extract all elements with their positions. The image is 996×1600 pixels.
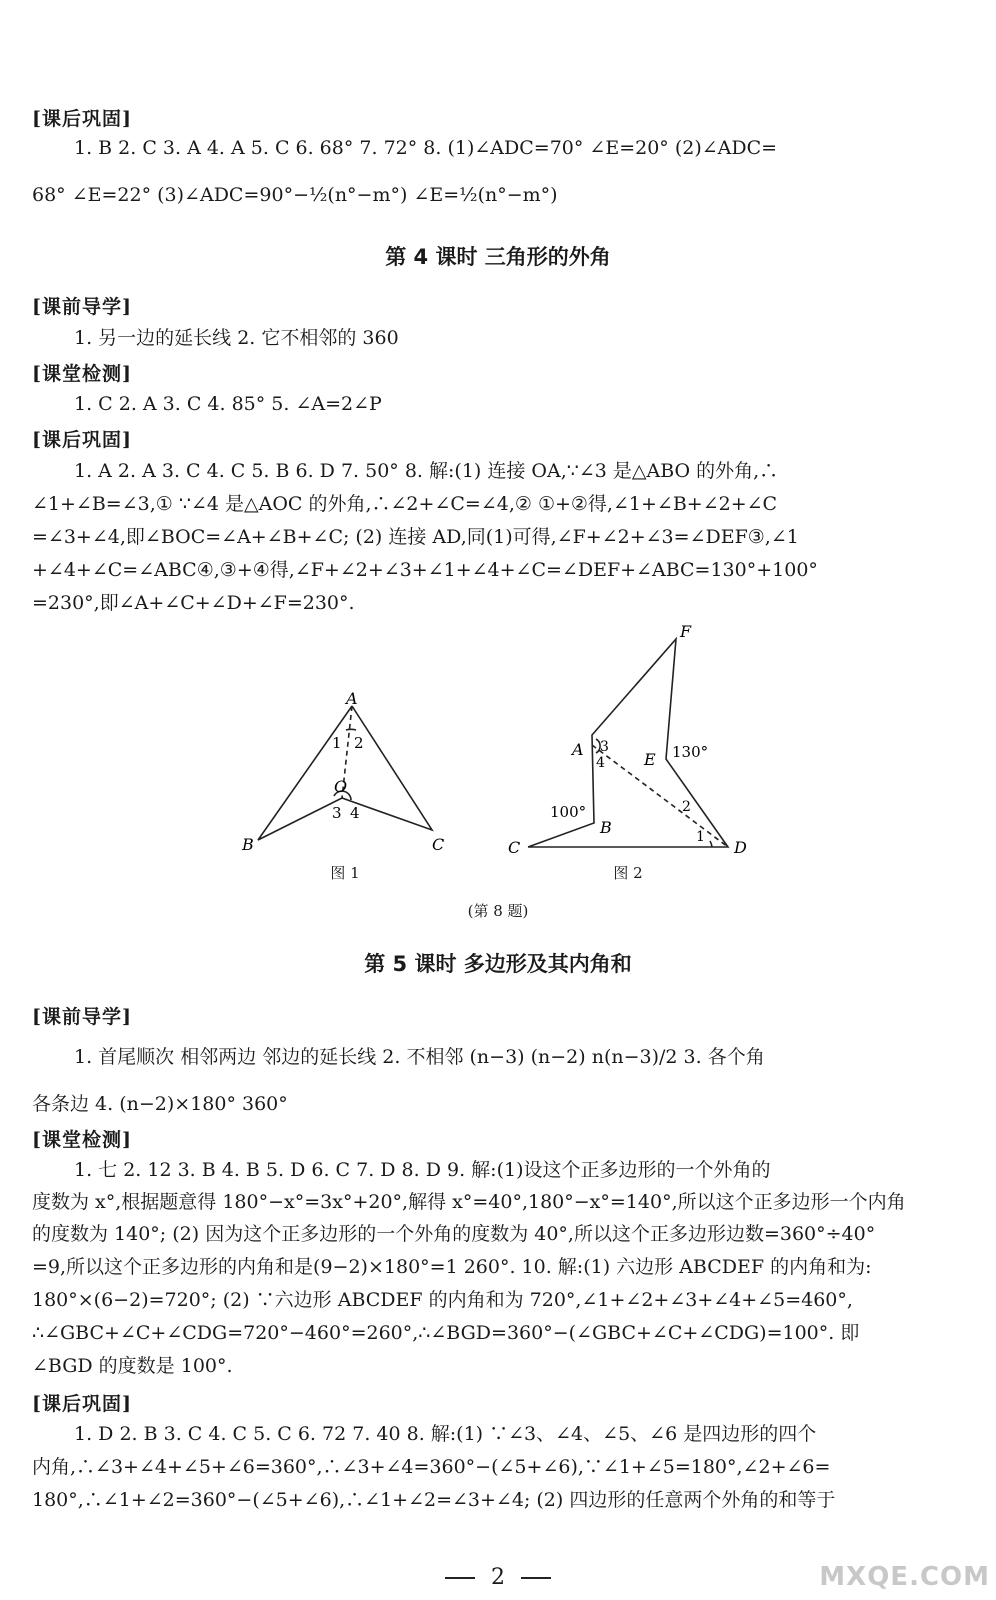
section-classtest: [课堂检测] xyxy=(32,363,132,385)
section-homework-1: [课后巩固] xyxy=(32,108,132,130)
answer-line: =9,所以这个正多边形的内角和是(9−2)×180°=1 260°. 10. 解:(1) 六边形 ABCDEF 的内角和为: xyxy=(32,1256,872,1278)
section-preview: [课前导学] xyxy=(32,296,132,318)
angle-3: 3 xyxy=(332,804,342,822)
answer-line: 180°,∴∠1+∠2=360°−(∠5+∠6),∴∠1+∠2=∠3+∠4; (2) 四边形的任意两个外角的和等于 xyxy=(32,1489,836,1511)
label-e: E xyxy=(644,750,656,769)
answer-line: 1. D 2. B 3. C 4. C 5. C 6. 72 7. 40 8. 解:(1) ∵∠3、∠4、∠5、∠6 是四边形的四个 xyxy=(74,1423,817,1445)
angle-100: 100° xyxy=(550,803,587,821)
answer-line: 180°×(6−2)=720°; (2) ∵六边形 ABCDEF 的内角和为 720°,∠1+∠2+∠3+∠4+∠5=460°, xyxy=(32,1289,853,1311)
answer-line: +∠4+∠C=∠ABC④,③+④得,∠F+∠2+∠3+∠1+∠4+∠C=∠DEF+∠ABC=130°+100° xyxy=(32,559,818,581)
angle-4: 4 xyxy=(596,755,605,771)
figure-2-caption: 图 2 xyxy=(613,864,643,882)
label-b: B xyxy=(600,818,612,837)
label-a: A xyxy=(572,740,584,759)
lesson-4-title: 第 4 课时 三角形的外角 xyxy=(385,245,611,269)
figure-2-diagram xyxy=(500,615,770,860)
answer-line: 1. 首尾顺次 相邻两边 邻边的延长线 2. 不相邻 (n−3) (n−2) n(n−3)/2 3. 各个角 xyxy=(74,1046,765,1068)
angle-1: 1 xyxy=(332,734,342,752)
section-classtest: [课堂检测] xyxy=(32,1129,132,1151)
angle-130: 130° xyxy=(672,743,709,761)
answer-line: 68° ∠E=22° (3)∠ADC=90°−½(n°−m°) ∠E=½(n°−m°) xyxy=(32,184,558,206)
answer-line: 各条边 4. (n−2)×180° 360° xyxy=(32,1093,288,1115)
answer-line: 度数为 x°,根据题意得 180°−x°=3x°+20°,解得 x°=40°,180°−x°=140°,所以这个正多边形一个内角 xyxy=(32,1191,906,1213)
answer-line: 1. 七 2. 12 3. B 4. B 5. D 6. C 7. D 8. D 9. 解:(1)设这个正多边形的一个外角的 xyxy=(74,1159,771,1181)
watermark: MXQE.COM xyxy=(819,1562,990,1592)
lesson-5-title: 第 5 课时 多边形及其内角和 xyxy=(364,952,632,976)
label-c: C xyxy=(508,838,521,857)
answer-line: ∠1+∠B=∠3,① ∵∠4 是△AOC 的外角,∴∠2+∠C=∠4,② ①+②得,∠1+∠B+∠2+∠C xyxy=(32,493,778,515)
answer-line: 1. C 2. A 3. C 4. 85° 5. ∠A=2∠P xyxy=(74,393,382,415)
label-a: A xyxy=(346,690,358,708)
answer-line: ∠BGD 的度数是 100°. xyxy=(32,1355,233,1377)
answer-line: 1. 另一边的延长线 2. 它不相邻的 360 xyxy=(74,327,399,349)
figure-1-diagram xyxy=(230,690,460,860)
answer-line: ∴∠GBC+∠C+∠CDG=720°−460°=260°,∴∠BGD=360°−(∠GBC+∠C+∠CDG)=100°. 即 xyxy=(32,1322,860,1344)
section-preview: [课前导学] xyxy=(32,1006,132,1028)
label-b: B xyxy=(242,835,254,854)
label-c: C xyxy=(432,835,445,854)
answer-line: =∠3+∠4,即∠BOC=∠A+∠B+∠C; (2) 连接 AD,同(1)可得,∠F+∠2+∠3=∠DEF③,∠1 xyxy=(32,526,799,548)
answer-line: =230°,即∠A+∠C+∠D+∠F=230°. xyxy=(32,592,355,614)
label-f: F xyxy=(680,622,692,641)
figure-caption: (第 8 题) xyxy=(467,902,529,920)
angle-1: 1 xyxy=(696,829,705,845)
figure-1-caption: 图 1 xyxy=(330,864,360,882)
label-d: D xyxy=(734,838,747,857)
angle-3: 3 xyxy=(600,739,609,755)
label-o: O xyxy=(334,777,348,796)
answer-line: 的度数为 140°; (2) 因为这个正多边形的一个外角的度数为 40°,所以这个正多边形边数=360°÷40° xyxy=(32,1223,876,1245)
answer-line: 1. B 2. C 3. A 4. A 5. C 6. 68° 7. 72° 8. (1)∠ADC=70° ∠E=20° (2)∠ADC= xyxy=(74,137,778,159)
answer-line: 内角,∴∠3+∠4+∠5+∠6=360°,∴∠3+∠4=360°−(∠5+∠6),∵∠1+∠5=180°,∠2+∠6= xyxy=(32,1456,831,1478)
answer-line: 1. A 2. A 3. C 4. C 5. B 6. D 7. 50° 8. 解:(1) 连接 OA,∵∠3 是△ABO 的外角,∴ xyxy=(74,460,779,482)
section-homework: [课后巩固] xyxy=(32,429,132,451)
angle-2: 2 xyxy=(682,799,691,815)
angle-4: 4 xyxy=(350,804,360,822)
section-homework: [课后巩固] xyxy=(32,1393,132,1415)
page-number: 2 xyxy=(0,1565,996,1590)
angle-2: 2 xyxy=(354,734,364,752)
